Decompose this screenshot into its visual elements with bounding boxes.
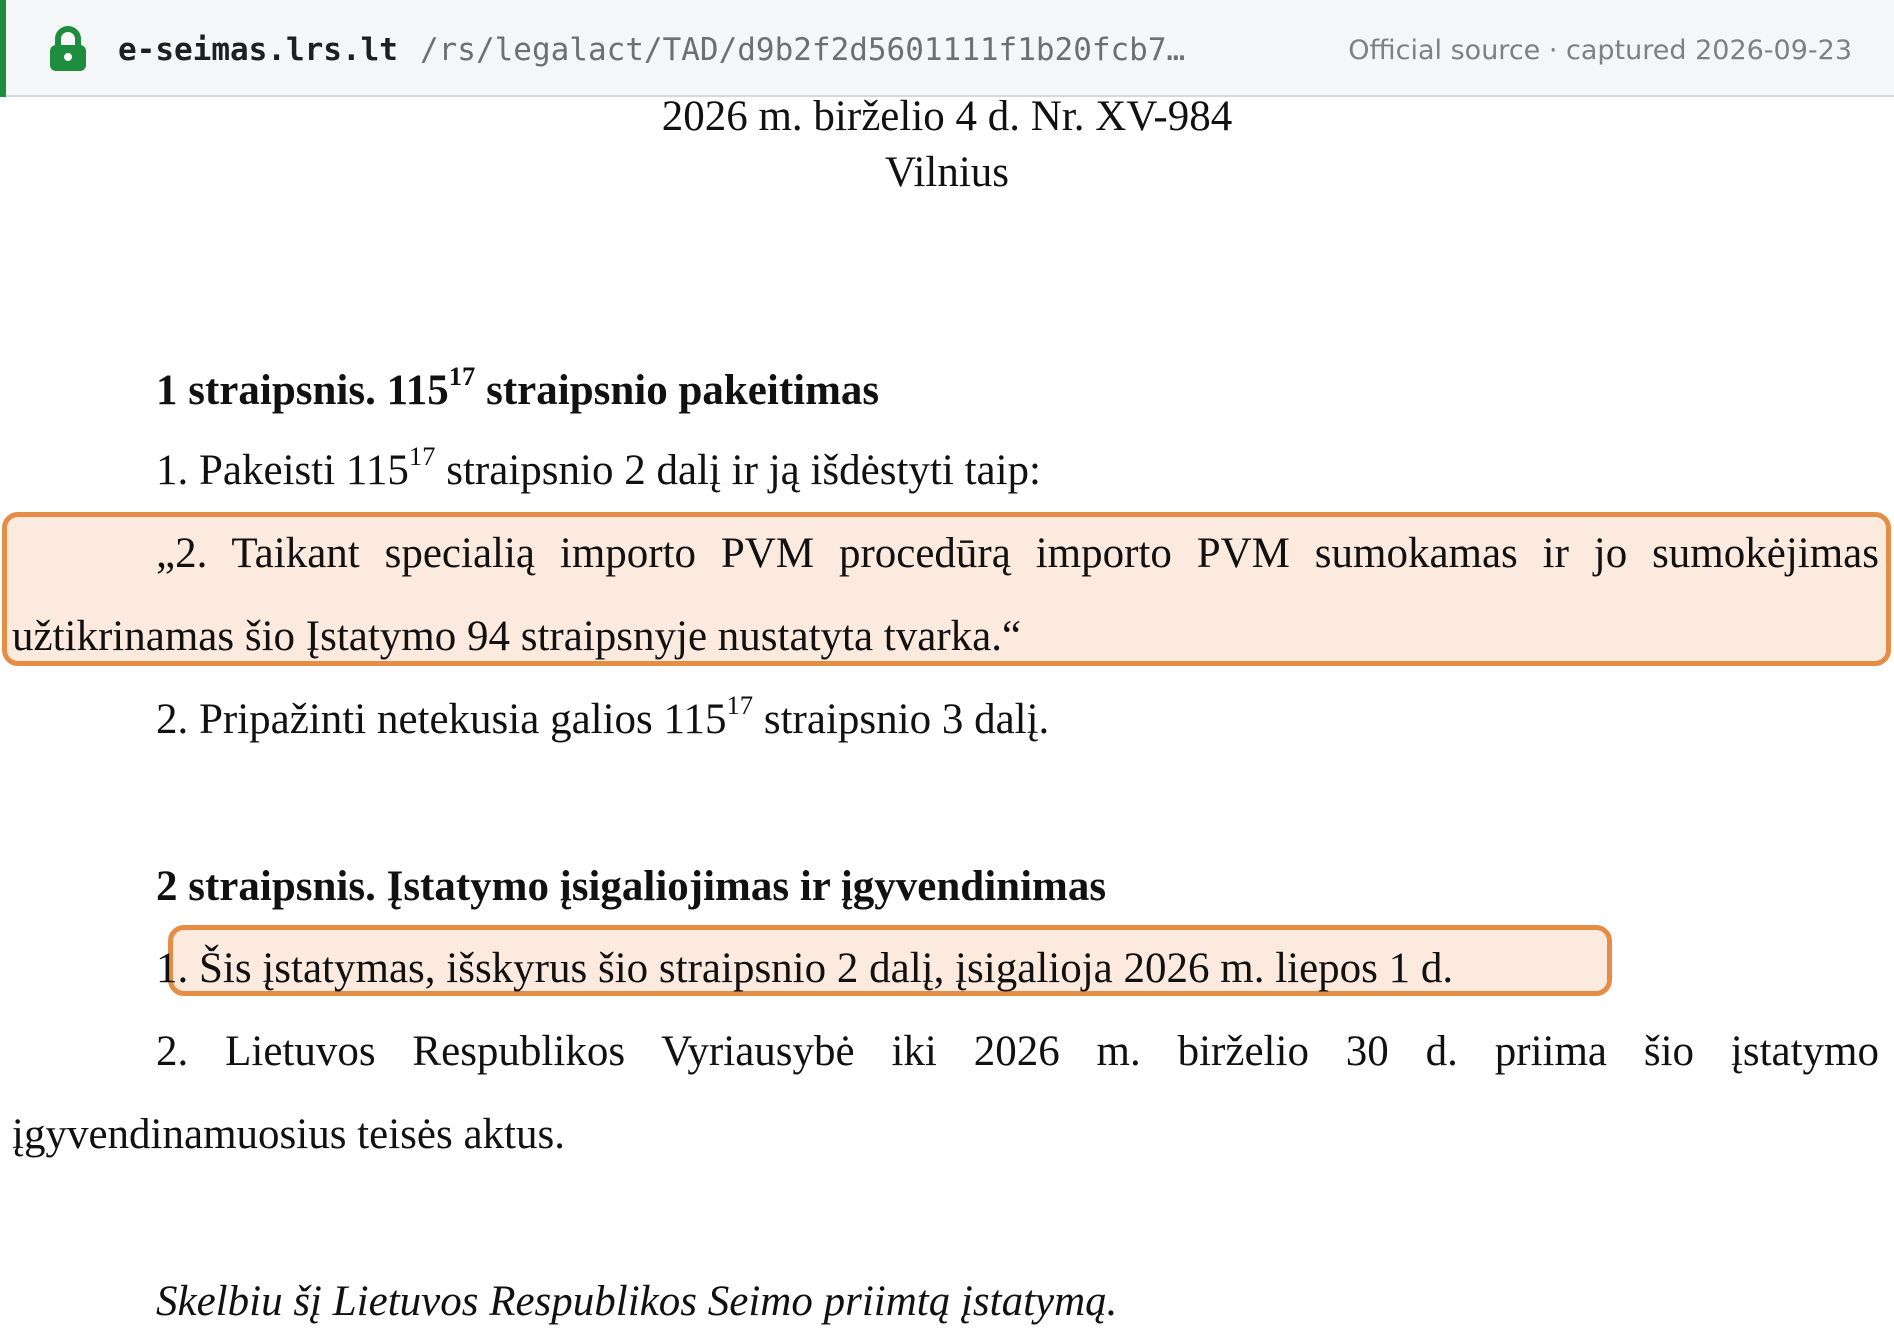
secure-accent-bar xyxy=(0,0,6,97)
article-1-quote-line-2: užtikrinamas šio Įstatymo 94 straipsnyje nustatyta tvarka.“ xyxy=(12,613,1022,660)
article-2-paragraph-2-line-1: 2. Lietuvos Respublikos Vyriausybė iki 2026 m. birželio 30 d. priima šio įstatymo xyxy=(156,1028,1879,1075)
article-2-paragraph-1: 1. Šis įstatymas, išskyrus šio straipsnio 2 dalį, įsigalioja 2026 m. liepos 1 d. xyxy=(156,945,1454,992)
url-text[interactable] xyxy=(118,30,1185,70)
heading-text: straipsnio pakeitimas xyxy=(475,367,880,414)
paragraph-text: 2. Pripažinti netekusia galios 115 xyxy=(156,696,727,743)
paragraph-text: straipsnio 2 dalį ir ją išdėstyti taip: xyxy=(435,447,1041,494)
article-2-paragraph-2-line-2: įgyvendinamuosius teisės aktus. xyxy=(12,1111,565,1158)
article-1-quote-line-1: „2. Taikant specialią importo PVM procedūrą importo PVM sumokamas ir jo sumokėjimas xyxy=(156,530,1879,577)
article-1-paragraph-2 xyxy=(156,689,1050,745)
superscript: 17 xyxy=(448,360,476,391)
heading-text: 1 straipsnis. 115 xyxy=(156,367,449,414)
lock-icon[interactable] xyxy=(48,26,88,72)
paragraph-text: 1. Pakeisti 115 xyxy=(156,447,409,494)
document-date-number: 2026 m. birželio 4 d. Nr. XV-984 xyxy=(661,93,1233,140)
address-bar[interactable] xyxy=(0,0,1894,97)
url-path: /rs/legalact/TAD/d9b2f2d5601111f1b20fcb7… xyxy=(419,32,1186,68)
paragraph-text: straipsnio 3 dalį. xyxy=(753,696,1050,743)
article-2-heading: 2 straipsnis. Įstatymo įsigaliojimas ir įgyvendinimas xyxy=(156,863,1107,910)
url-host: e-seimas.lrs.lt xyxy=(118,32,398,68)
superscript: 17 xyxy=(726,689,754,720)
article-1-heading xyxy=(156,360,880,416)
document-place: Vilnius xyxy=(884,149,1010,196)
superscript: 17 xyxy=(408,440,436,471)
article-1-paragraph-1 xyxy=(156,440,1041,496)
capture-info: Official source · captured 2026-09-23 xyxy=(1348,35,1852,66)
closing-statement: Skelbiu šį Lietuvos Respublikos Seimo priimtą įstatymą. xyxy=(156,1278,1118,1325)
